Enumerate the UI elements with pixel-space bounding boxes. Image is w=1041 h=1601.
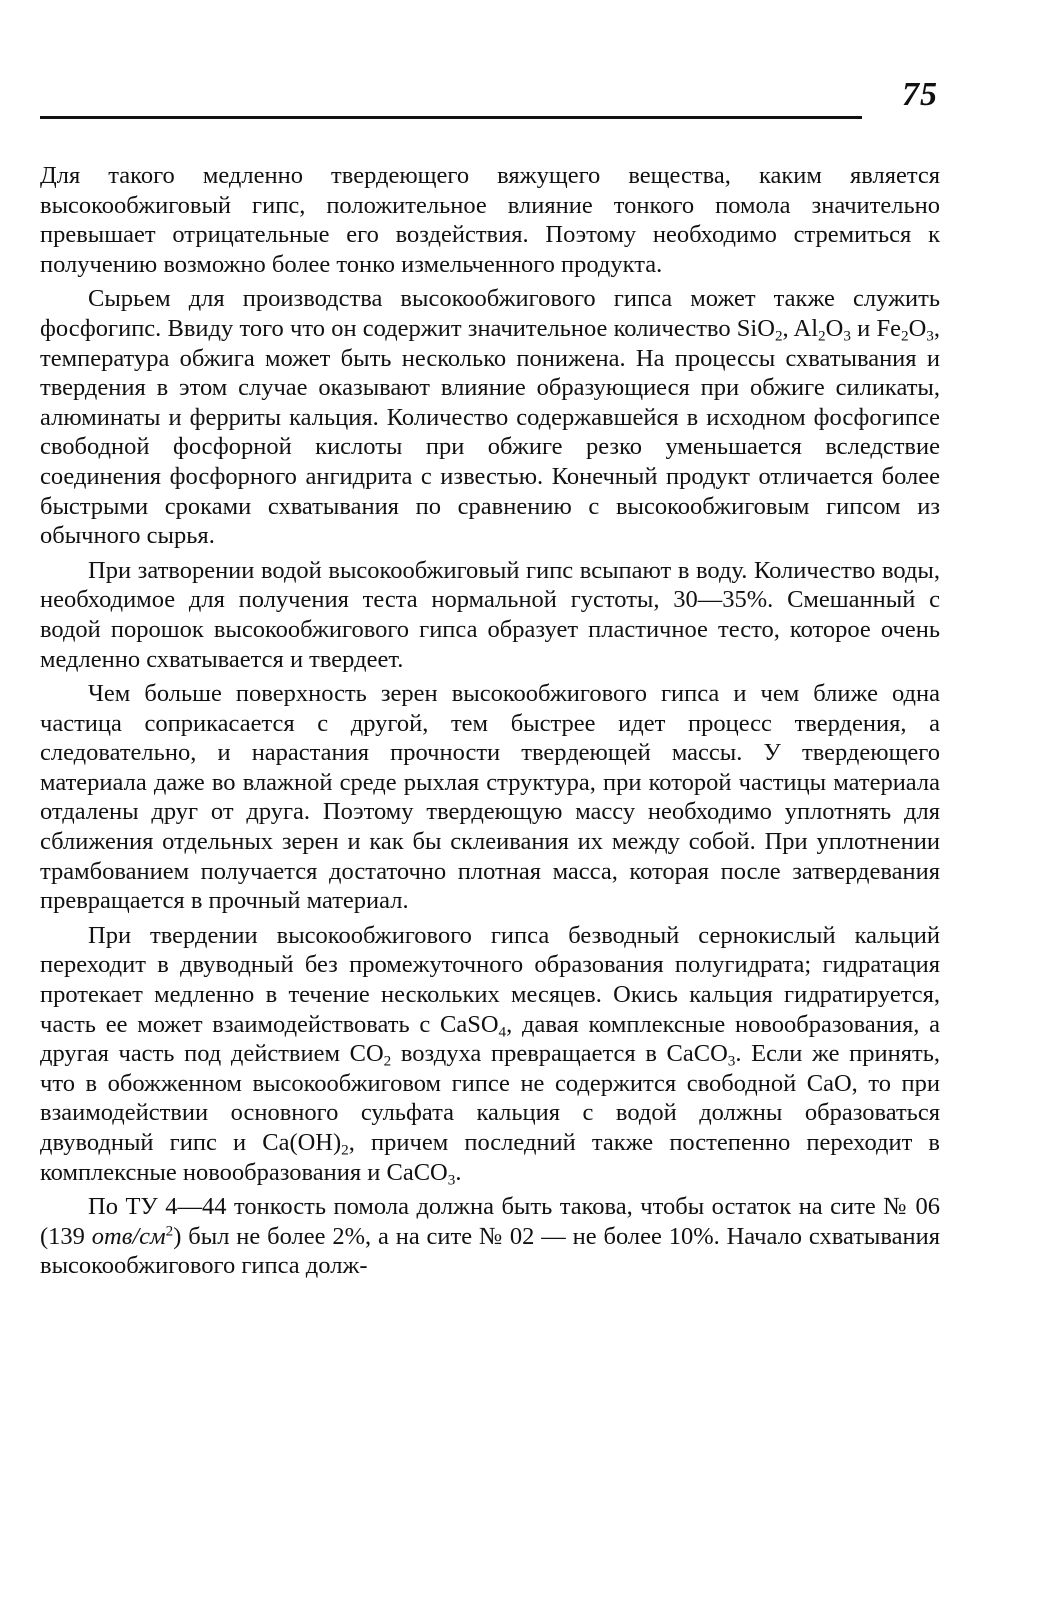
paragraph-4: Чем больше поверхность зерен высокообжигового гипса и чем ближе одна частица соприкасается с другой, тем быстрее идет процесс твердения, а следовательно, и нарастания прочности твердеющей массы. У твердеющего материала даже во влажной среде рыхлая структура, при которой частицы материала отдалены друг от друга. Поэтому твердеющую массу необходимо уплотнять для сближения отдельных зерен и как бы склеивания их между собой. При уплотнении трамбованием получается достаточно плотная масса, которая после затвердевания превращается в прочный материал.	[40, 680, 940, 915]
paragraph-2: Сырьем для производства высокообжигового гипса может также служить фосфогипс. Ввиду того что он содержит значительное количество SiO$_2$, $Al_2O_3$ и $Fe_2O_3$, температура обжига может быть несколько понижена. На процессы схватывания и твердения в этом случае оказывают влияние образующиеся при обжиге силикаты, алюминаты и ферриты кальция. Количество содержавшейся в исходном фосфогипсе свободной фосфорной кислоты при обжиге резко уменьшается вследствие соединения фосфорного ангидрита с известью. Конечный продукт отличается более быстрыми сроками схватывания по сравнению с высокообжиговым гипсом из обычного сырья.	[40, 285, 940, 550]
body-text	[40, 161, 940, 1286]
page-number: 75	[902, 76, 938, 113]
paragraph-5: При твердении высокообжигового гипса безводный сернокислый кальций переходит в двуводный без промежуточного образования полугидрата; гидратация протекает медленно в течение нескольких месяцев. Окись кальция гидратируется, часть ее может взаимодействовать с CaSO$_4$, давая комплексные новообразования, а другая часть под действием $CO_2$ воздуха превращается в CaCO$_3$. Если же принять, что в обожженном высокообжиговом гипсе не содержится свободной CaO, то при взаимодействии основного сульфата кальция с водой должны образоваться двуводный гипс и $Ca(OH)_2$, причем последний также постепенно переходит в комплексные новообразования и CaCO$_3$.	[40, 921, 941, 1188]
paragraph-6: По ТУ 4—44 тонкость помола должна быть такова, чтобы остаток на сите № 06 (139 отв/$см^2$) был не более 2%, а на сите № 02 — не более 10%. Начало схватывания высокообжигового гипса долж-	[40, 1193, 940, 1280]
book-page	[40, 0, 940, 1601]
header-rule	[40, 116, 862, 119]
paragraph-1: Для такого медленно твердеющего вяжущего вещества, каким является высокообжиговый гипс, положительное влияние тонкого помола значительно превышает отрицательные его воздействия. Поэтому необходимо стремиться к получению возможно более тонко измельченного продукта.	[40, 162, 940, 278]
page-header	[40, 72, 940, 122]
paragraph-3: При затворении водой высокообжиговый гипс всыпают в воду. Количество воды, необходимое для получения теста нормальной густоты, 30—35%. Смешанный с водой порошок высокообжигового гипса образует пластичное тесто, которое очень медленно схватывается и твердеет.	[40, 556, 940, 673]
